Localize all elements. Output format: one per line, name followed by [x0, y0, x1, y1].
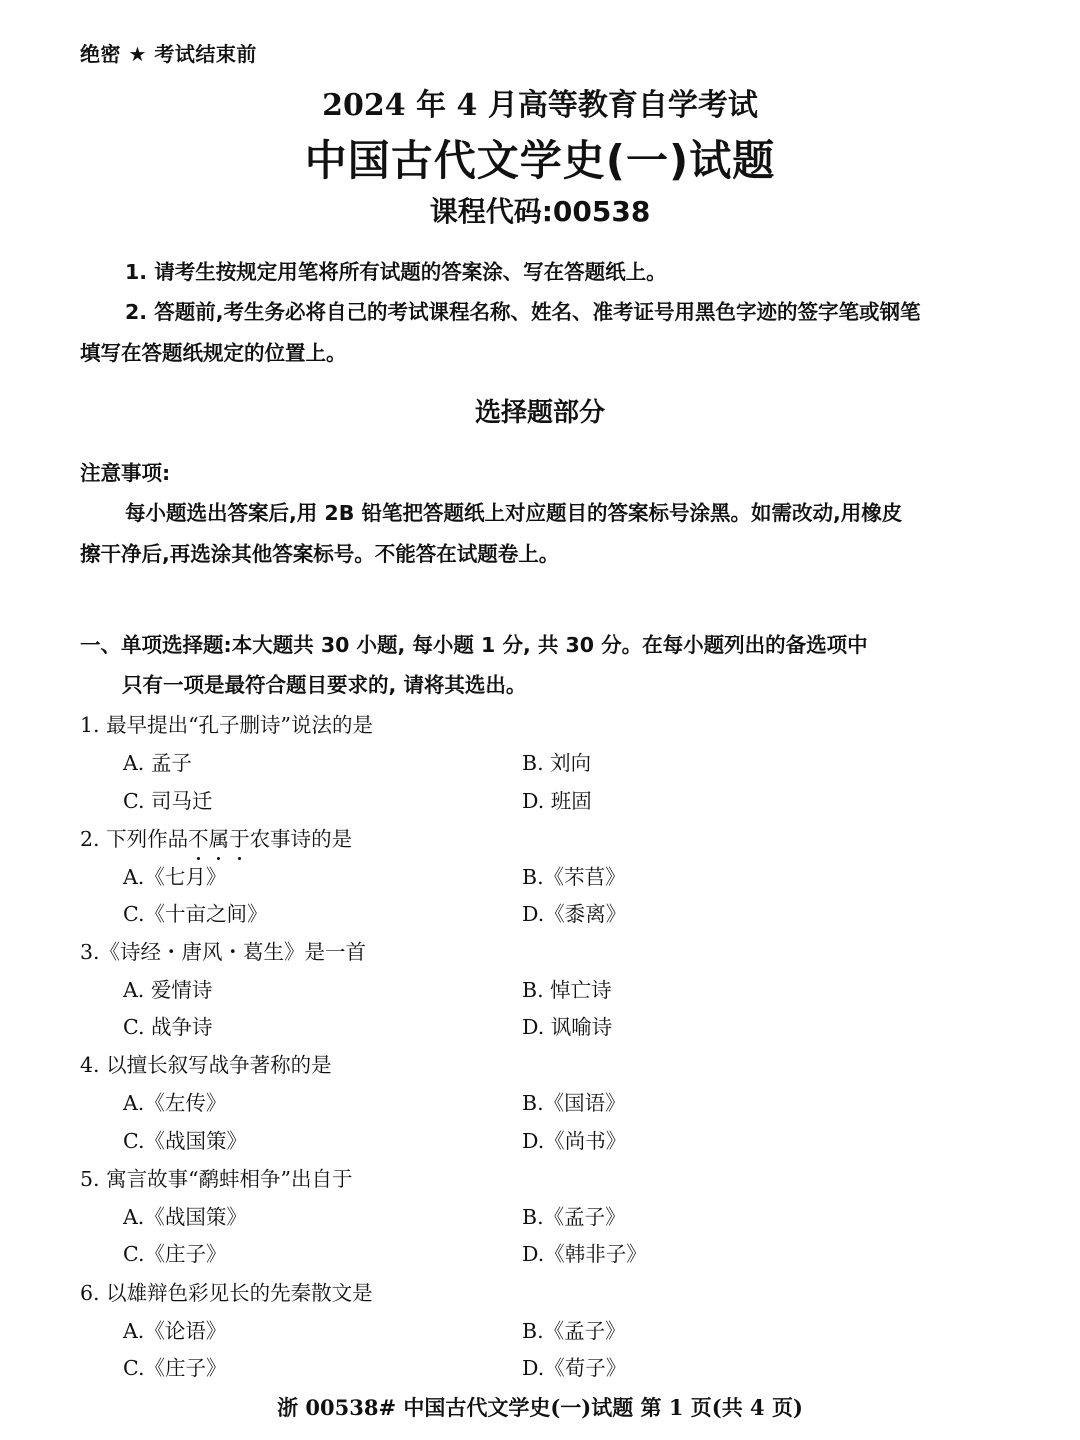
- instruction-2-line1: 2. 答题前,考生务必将自己的考试课程名称、姓名、准考证号用黑色字迹的签字笔或钢笔: [125, 300, 921, 324]
- question-5-stem: 5. 寓言故事“鹬蚌相争”出自于: [80, 1167, 353, 1191]
- section-title: 选择题部分: [474, 398, 605, 428]
- question-2-option-d: D.《黍离》: [522, 902, 627, 926]
- exam-title: 2024 年 4 月高等教育自学考试: [322, 88, 758, 123]
- question-4-option-a: A.《左传》: [123, 1091, 227, 1115]
- question-1-option-d: D. 班固: [522, 789, 592, 813]
- subject-title: 中国古代文学史(一)试题: [304, 136, 776, 185]
- question-5-option-d: D.《韩非子》: [522, 1242, 647, 1266]
- instruction-1: 1. 请考生按规定用笔将所有试题的答案涂、写在答题纸上。: [125, 260, 667, 284]
- question-3-option-a: A. 爱情诗: [123, 978, 213, 1002]
- confidential-label: 绝密 ★ 考试结束前: [80, 42, 257, 66]
- question-4-stem: 4. 以擅长叙写战争著称的是: [80, 1053, 332, 1077]
- question-6-option-d: D.《荀子》: [522, 1356, 627, 1380]
- question-6-stem: 6. 以雄辩色彩见长的先秦散文是: [80, 1281, 373, 1305]
- question-5-option-a: A.《战国策》: [123, 1205, 247, 1229]
- question-4-option-d: D.《尚书》: [522, 1129, 627, 1153]
- part-one-heading-line2: 只有一项是最符合题目要求的, 请将其选出。: [122, 673, 527, 697]
- emphasis-char: 于: [229, 827, 250, 851]
- question-6-option-b: B.《孟子》: [522, 1319, 626, 1343]
- question-2-stem: [80, 822, 352, 852]
- question-2-stem-prefix: 2. 下列作品: [80, 827, 189, 851]
- question-3-option-c: C. 战争诗: [123, 1015, 213, 1039]
- question-1-option-c: C. 司马迁: [123, 789, 213, 813]
- notes-line1: 每小题选出答案后,用 2B 铅笔把答题纸上对应题目的答案标号涂黑。如需改动,用橡皮: [125, 501, 903, 525]
- notes-heading: 注意事项:: [80, 461, 171, 485]
- question-1-option-a: A. 孟子: [123, 751, 192, 775]
- question-2-option-b: B.《芣苢》: [522, 865, 626, 889]
- question-6-option-c: C.《庄子》: [123, 1356, 227, 1380]
- page-footer: 浙 00538# 中国古代文学史(一)试题 第 1 页(共 4 页): [277, 1395, 803, 1420]
- question-3-option-d: D. 讽喻诗: [522, 1015, 613, 1039]
- question-1-stem: 1. 最早提出“孔子删诗”说法的是: [80, 713, 374, 737]
- question-4-option-b: B.《国语》: [522, 1091, 626, 1115]
- emphasis-char: 属: [208, 827, 230, 851]
- question-3-option-b: B. 悼亡诗: [522, 978, 612, 1002]
- instruction-2-line2: 填写在答题纸规定的位置上。: [80, 341, 347, 365]
- question-6-option-a: A.《论语》: [123, 1319, 227, 1343]
- question-1-option-b: B. 刘向: [522, 751, 592, 775]
- question-5-option-b: B.《孟子》: [522, 1205, 626, 1229]
- notes-line2: 擦干净后,再选涂其他答案标号。不能答在试题卷上。: [80, 542, 560, 566]
- question-5-option-c: C.《庄子》: [123, 1242, 227, 1266]
- emphasis-char: 不: [188, 827, 209, 851]
- question-2-stem-suffix: 农事诗的是: [249, 827, 353, 851]
- question-4-option-c: C.《战国策》: [123, 1129, 247, 1153]
- question-2-option-c: C.《十亩之间》: [123, 902, 268, 926]
- course-code: 课程代码:00538: [429, 195, 651, 228]
- part-one-heading-line1: 一、单项选择题:本大题共 30 小题, 每小题 1 分, 共 30 分。在每小题列出的备选项中: [80, 633, 868, 657]
- question-2-option-a: A.《七月》: [123, 865, 227, 889]
- question-3-stem: 3.《诗经・唐风・葛生》是一首: [80, 940, 367, 964]
